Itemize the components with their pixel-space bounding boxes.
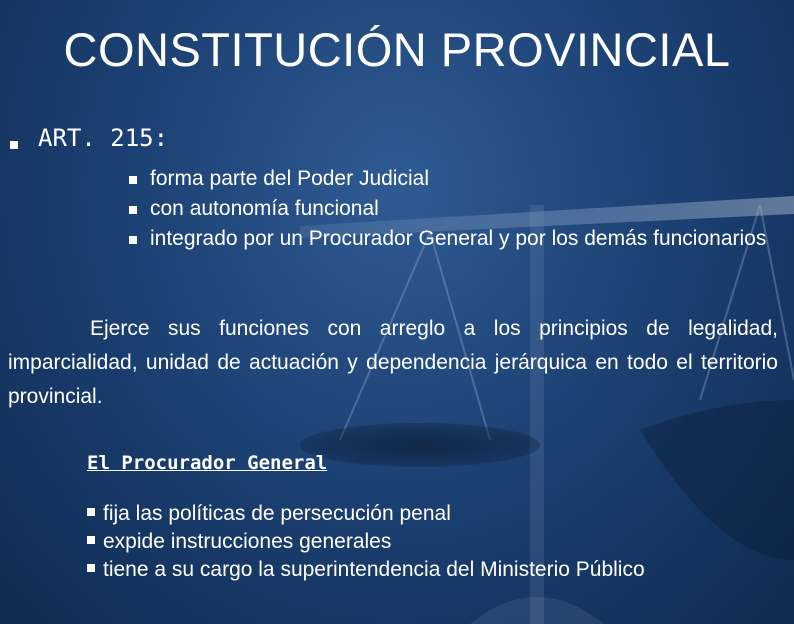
list-item: [150, 164, 778, 194]
square-bullet-icon: [87, 536, 95, 544]
list-item-text: forma parte del Poder Judicial: [150, 167, 429, 190]
list-item-text: expide instrucciones generales: [103, 530, 392, 553]
square-bullet-icon: [87, 508, 95, 516]
square-bullet-icon: [129, 176, 137, 184]
square-bullet-icon: [129, 236, 137, 244]
list-item: [150, 194, 778, 224]
article-items-list: [150, 164, 778, 254]
list-item: [87, 556, 787, 584]
list-item-text: integrado por un Procurador General y por los demás funcionarios: [150, 227, 767, 250]
procurador-items-list: [87, 500, 787, 584]
square-bullet-icon: [87, 564, 95, 572]
article-label: ART. 215:: [38, 124, 169, 152]
list-item-text: tiene a su cargo la superintendencia del Ministerio Público: [103, 558, 645, 581]
list-item-text: con autonomía funcional: [150, 197, 379, 220]
left-scale-pan: [300, 423, 540, 467]
list-item: [150, 224, 778, 254]
list-item: [87, 500, 787, 528]
procurador-heading: El Procurador General: [87, 452, 328, 474]
functions-paragraph: Ejerce sus funciones con arreglo a los principios de legalidad, imparcialidad, unidad de actuación y dependencia jerárquica en todo el territorio provincial.: [8, 317, 778, 408]
square-bullet-icon: [129, 206, 137, 214]
slide-title: CONSTITUCIÓN PROVINCIAL: [63, 23, 731, 76]
square-bullet-icon: [10, 141, 18, 149]
list-item: [87, 528, 787, 556]
list-item-text: fija las políticas de persecución penal: [103, 502, 451, 525]
